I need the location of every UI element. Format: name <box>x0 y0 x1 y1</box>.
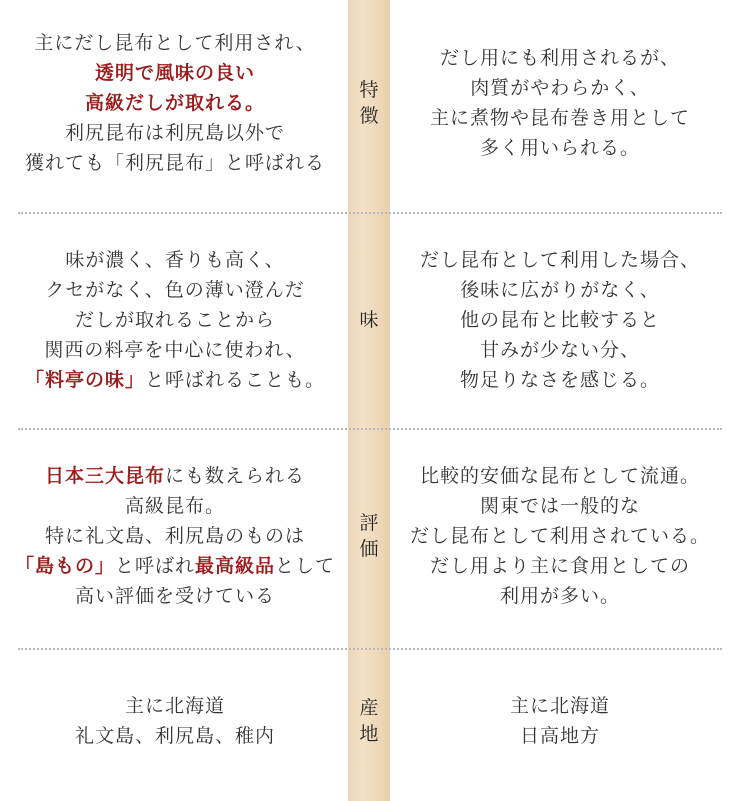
highlight-text: 「島もの」 <box>14 555 115 577</box>
text-line <box>480 133 640 163</box>
body-text: と呼ばれることも。 <box>145 369 326 391</box>
body-text: 味が濃く、香りも高く、 <box>65 249 285 271</box>
body-text: 高い評価を受けている <box>74 585 275 607</box>
row-origin <box>0 662 740 780</box>
body-text: と呼ばれ <box>114 555 195 577</box>
body-text: として <box>275 555 336 577</box>
body-text: 多く用いられる。 <box>479 137 640 159</box>
body-text: 主に北海道 <box>509 695 610 717</box>
text-line <box>430 551 690 581</box>
text-line <box>470 73 650 103</box>
text-line <box>65 118 285 148</box>
text-line <box>520 721 600 751</box>
text-line <box>15 551 335 581</box>
features-right-cell <box>390 8 730 198</box>
body-text: だし昆布として利用した場合、 <box>419 249 700 271</box>
text-line <box>75 305 275 335</box>
body-text: だし用にも利用されるが、 <box>439 47 680 69</box>
body-text: 比較的安価な昆布として流通。 <box>419 465 700 487</box>
text-line <box>460 365 660 395</box>
evaluation-left-cell <box>0 438 350 634</box>
features-left-cell <box>0 8 350 198</box>
body-text: 獲れても「利尻昆布」と呼ばれる <box>24 152 325 174</box>
text-line <box>430 103 690 133</box>
divider <box>18 648 722 650</box>
taste-right-cell <box>390 222 730 418</box>
text-line <box>25 365 325 395</box>
body-text: 礼文島、利尻島、稚内 <box>74 725 275 747</box>
text-line <box>460 275 660 305</box>
text-line <box>25 148 325 178</box>
body-text: 利尻昆布は利尻島以外で <box>64 122 285 144</box>
text-line <box>460 305 660 335</box>
text-line <box>44 335 305 365</box>
row-features <box>0 8 740 198</box>
text-line <box>45 461 305 491</box>
body-text: 肉質がやわらかく、 <box>470 77 650 99</box>
body-text: 日高地方 <box>519 725 600 747</box>
body-text: にも数えられる <box>165 465 306 487</box>
row-taste <box>0 222 740 418</box>
text-line <box>45 521 305 551</box>
highlight-text: 日本三大昆布 <box>44 465 165 487</box>
body-text: 関西の料亭を中心に使われ、 <box>44 339 306 361</box>
label-char: 価 <box>359 538 379 560</box>
body-text: だしが取れることから <box>74 309 275 331</box>
text-line <box>75 581 275 611</box>
body-text: だし用より主に食用としての <box>429 555 690 577</box>
body-text: 主に北海道 <box>124 695 225 717</box>
text-line <box>500 581 620 611</box>
text-line <box>125 491 225 521</box>
body-text: 主にだし昆布として利用され、 <box>34 32 316 54</box>
features-label <box>348 8 390 198</box>
body-text: 関東では一般的な <box>479 495 640 517</box>
label-char: 徴 <box>359 105 379 127</box>
body-text: 高級昆布。 <box>124 495 225 517</box>
evaluation-label <box>348 438 390 634</box>
text-line <box>510 691 610 721</box>
row-evaluation <box>0 438 740 634</box>
body-text: 物足りなさを感じる。 <box>459 369 660 391</box>
text-line <box>95 58 255 88</box>
highlight-text: 透明で風味の良い <box>94 62 255 84</box>
body-text: 他の昆布と比較すると <box>459 309 660 331</box>
body-text: 主に煮物や昆布巻き用として <box>429 107 690 129</box>
origin-left-cell <box>0 662 350 780</box>
body-text: 利用が多い。 <box>499 585 620 607</box>
text-line <box>420 461 700 491</box>
label-char: 特 <box>359 79 379 101</box>
body-text: 甘みが少ない分、 <box>479 339 640 361</box>
highlight-text: 「料亭の味」 <box>24 369 145 391</box>
label-char: 産 <box>359 697 379 719</box>
divider <box>18 428 722 430</box>
label-char: 味 <box>359 309 379 331</box>
text-line <box>75 721 275 751</box>
body-text: クセがなく、色の薄い澄んだ <box>45 279 305 301</box>
evaluation-right-cell <box>390 438 730 634</box>
body-text: だし昆布として利用されている。 <box>409 525 710 547</box>
text-line <box>34 28 315 58</box>
label-char: 評 <box>359 512 379 534</box>
highlight-text: 高級だしが取れる。 <box>84 92 265 114</box>
origin-right-cell <box>390 662 730 780</box>
text-line <box>480 335 640 365</box>
label-char: 地 <box>359 723 379 745</box>
text-line <box>45 275 305 305</box>
taste-left-cell <box>0 222 350 418</box>
text-line <box>85 88 265 118</box>
body-text: 後味に広がりがなく、 <box>460 279 660 301</box>
origin-label <box>348 662 390 780</box>
text-line <box>480 491 640 521</box>
text-line <box>420 245 700 275</box>
text-line <box>125 691 225 721</box>
body-text: 特に礼文島、利尻島のものは <box>44 525 305 547</box>
text-line <box>440 43 680 73</box>
highlight-text: 最高級品 <box>195 555 276 577</box>
taste-label <box>348 222 390 418</box>
text-line <box>410 521 710 551</box>
text-line <box>65 245 284 275</box>
divider <box>18 212 722 214</box>
